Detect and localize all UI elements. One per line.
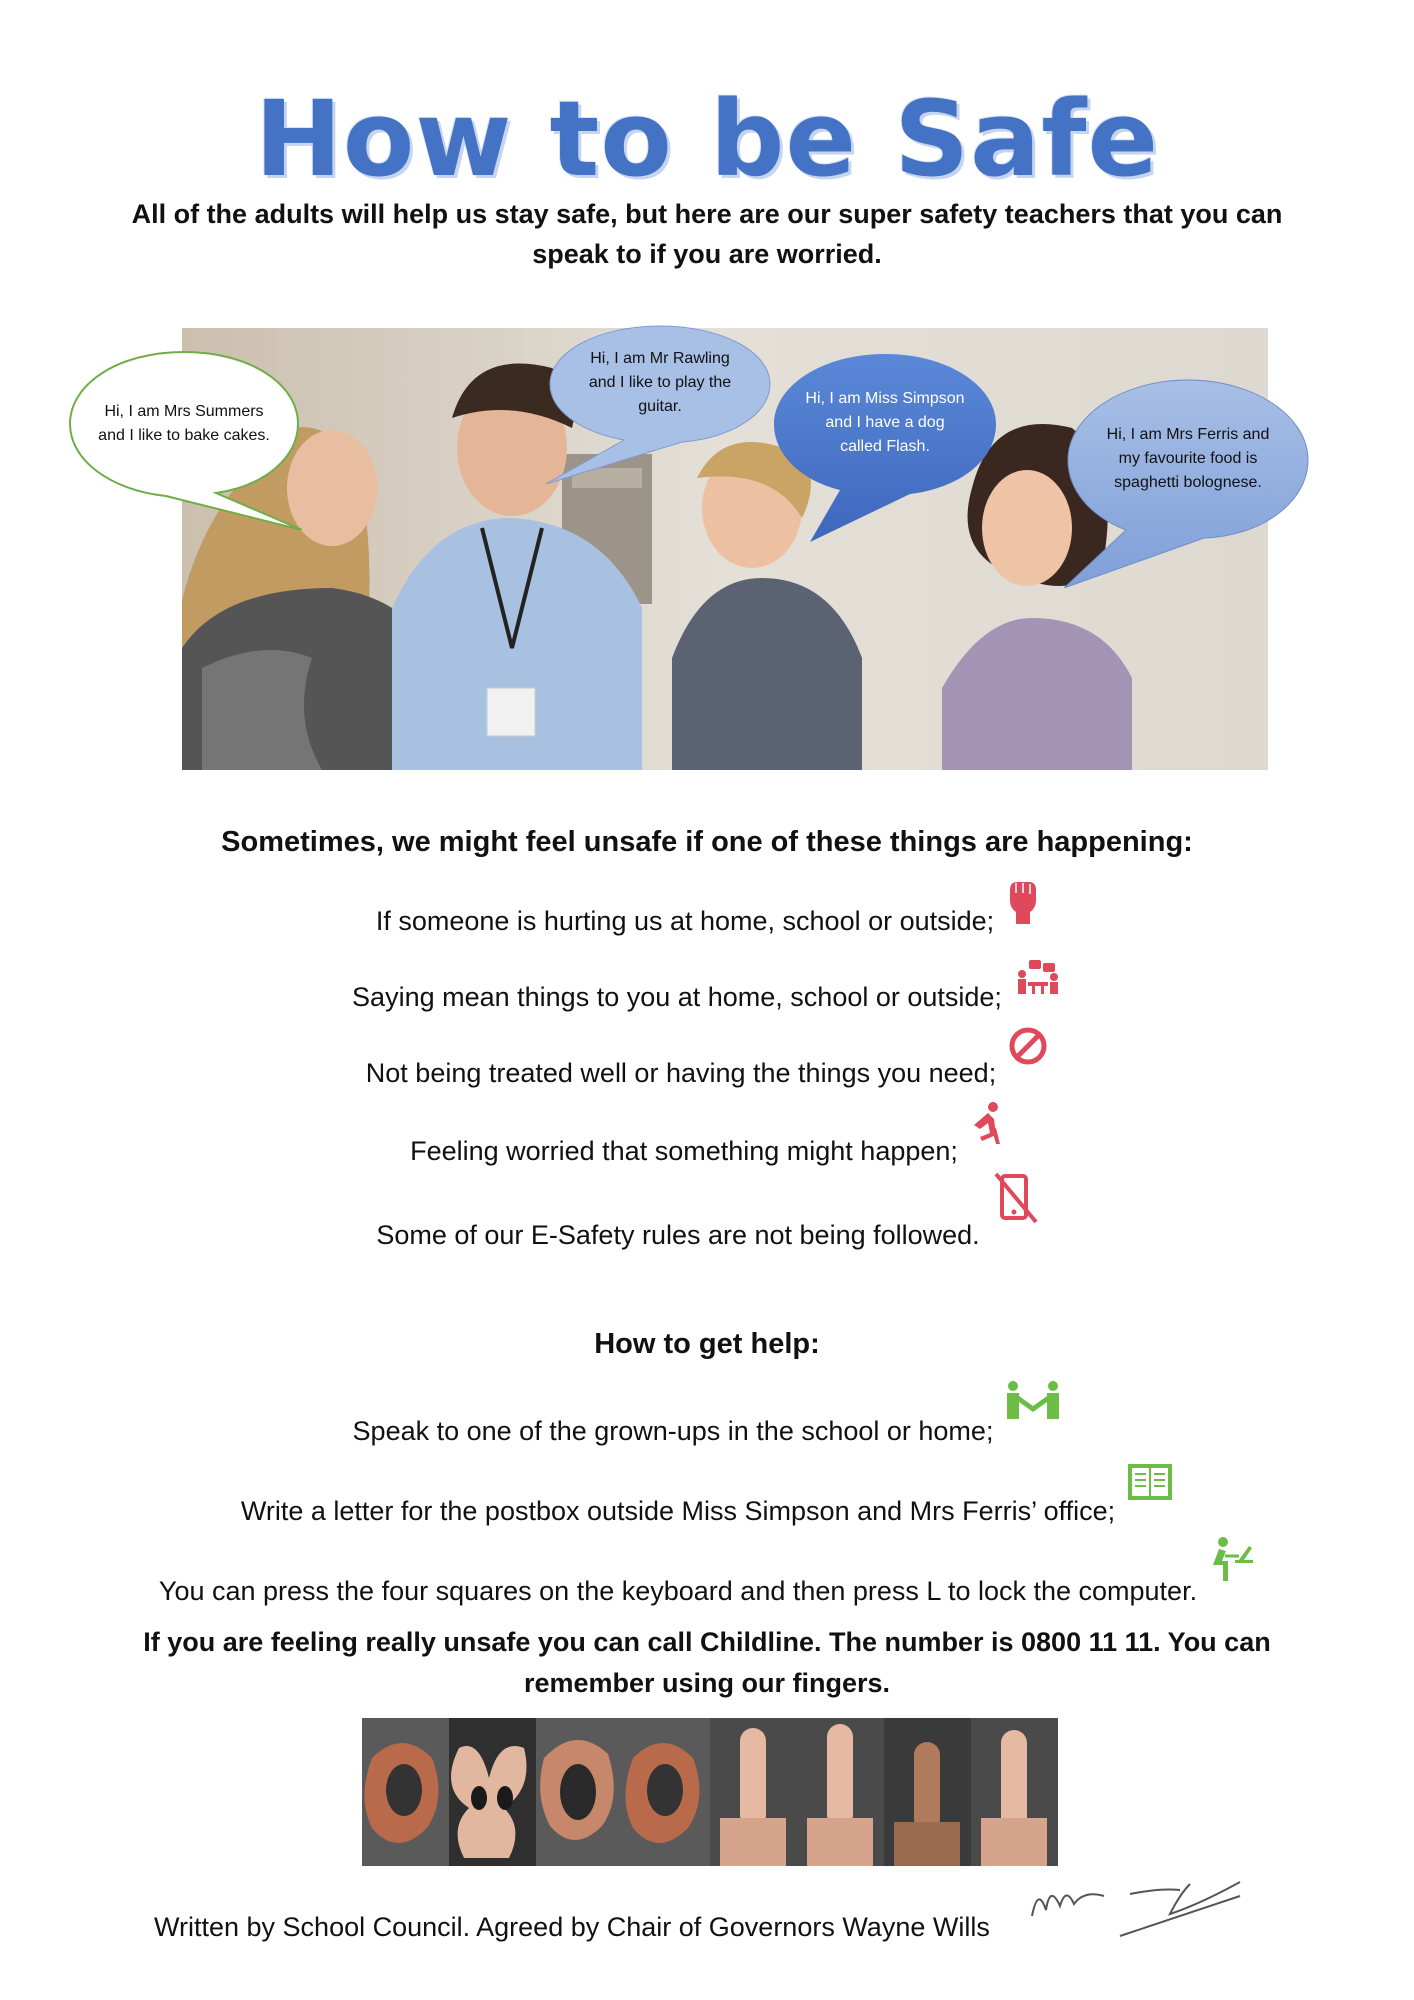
unsafe-item-text: Some of our E-Safety rules are not being followed. (376, 1220, 980, 1250)
unsafe-item (0, 1058, 1414, 1105)
help-heading: How to get help: (594, 1328, 820, 1360)
bubble-text-mr-rawling: Hi, I am Mr Rawling and I like to play the guitar. (588, 350, 732, 415)
computer-user-icon (1209, 1536, 1255, 1591)
no-phone-icon (992, 1172, 1038, 1231)
handshake-icon (1005, 1380, 1061, 1427)
finger-photo-one (710, 1718, 797, 1866)
footer-text: Written by School Council. Agreed by Chair of Governors Wayne Wills (154, 1912, 990, 1942)
finger-photo-one (971, 1718, 1058, 1866)
speech-bubble-mr-rawling (546, 324, 774, 484)
help-item-text: Speak to one of the grown-ups in the school or home; (352, 1416, 994, 1446)
fist-icon (1006, 880, 1038, 933)
unsafe-item-text: Saying mean things to you at home, school or outside; (352, 982, 1002, 1012)
speech-bubble-mrs-summers (66, 350, 302, 510)
book-icon (1127, 1462, 1173, 1509)
finger-photo-one (884, 1718, 971, 1866)
unsafe-item (0, 982, 1414, 1025)
page-title: How to be Safe (254, 78, 1160, 200)
bubble-text-mrs-ferris: Hi, I am Mrs Ferris and my favourite food is spaghetti bolognese. (1106, 426, 1270, 491)
bubble-text-mrs-summers: Hi, I am Mrs Summers and I like to bake cakes. (98, 403, 270, 444)
finger-photo-zero (623, 1718, 710, 1866)
signature (1020, 1864, 1300, 1948)
unsafe-item-text: Not being treated well or having the things you need; (365, 1058, 997, 1088)
unsafe-item-text: Feeling worried that something might happen; (410, 1136, 958, 1166)
help-item-text: Write a letter for the postbox outside Miss Simpson and Mrs Ferris’ office; (240, 1496, 1116, 1526)
finger-photo-one (797, 1718, 884, 1866)
intro-text: All of the adults will help us stay safe, but here are our super safety teachers that you can speak to if you are worried. (131, 199, 1283, 269)
unsafe-item (0, 1220, 1414, 1279)
bubble-text-miss-simpson: Hi, I am Miss Simpson and I have a dog called Flash. (805, 390, 965, 455)
unsafe-heading: Sometimes, we might feel unsafe if one of these things are happening: (221, 826, 1193, 858)
finger-counting-photos (362, 1718, 1058, 1866)
finger-photo-eight (449, 1718, 536, 1866)
prohibited-icon (1008, 1026, 1048, 1073)
argument-icon (1014, 960, 1062, 1003)
help-item (0, 1496, 1414, 1543)
worried-person-icon (970, 1100, 1004, 1153)
unsafe-item-text: If someone is hurting us at home, school or outside; (375, 906, 995, 936)
finger-photo-zero (536, 1718, 623, 1866)
unsafe-item (0, 1136, 1414, 1189)
finger-photo-zero (362, 1718, 449, 1866)
speech-bubble-miss-simpson (770, 352, 1000, 542)
speech-bubble-mrs-ferris (1064, 378, 1312, 588)
childline-text: If you are feeling really unsafe you can call Childline. The number is 0800 11 11. You can remember using our fingers. (143, 1627, 1271, 1698)
help-item-text: You can press the four squares on the keyboard and then press L to lock the computer. (158, 1576, 1198, 1606)
help-item (0, 1416, 1414, 1463)
unsafe-item (0, 906, 1414, 959)
